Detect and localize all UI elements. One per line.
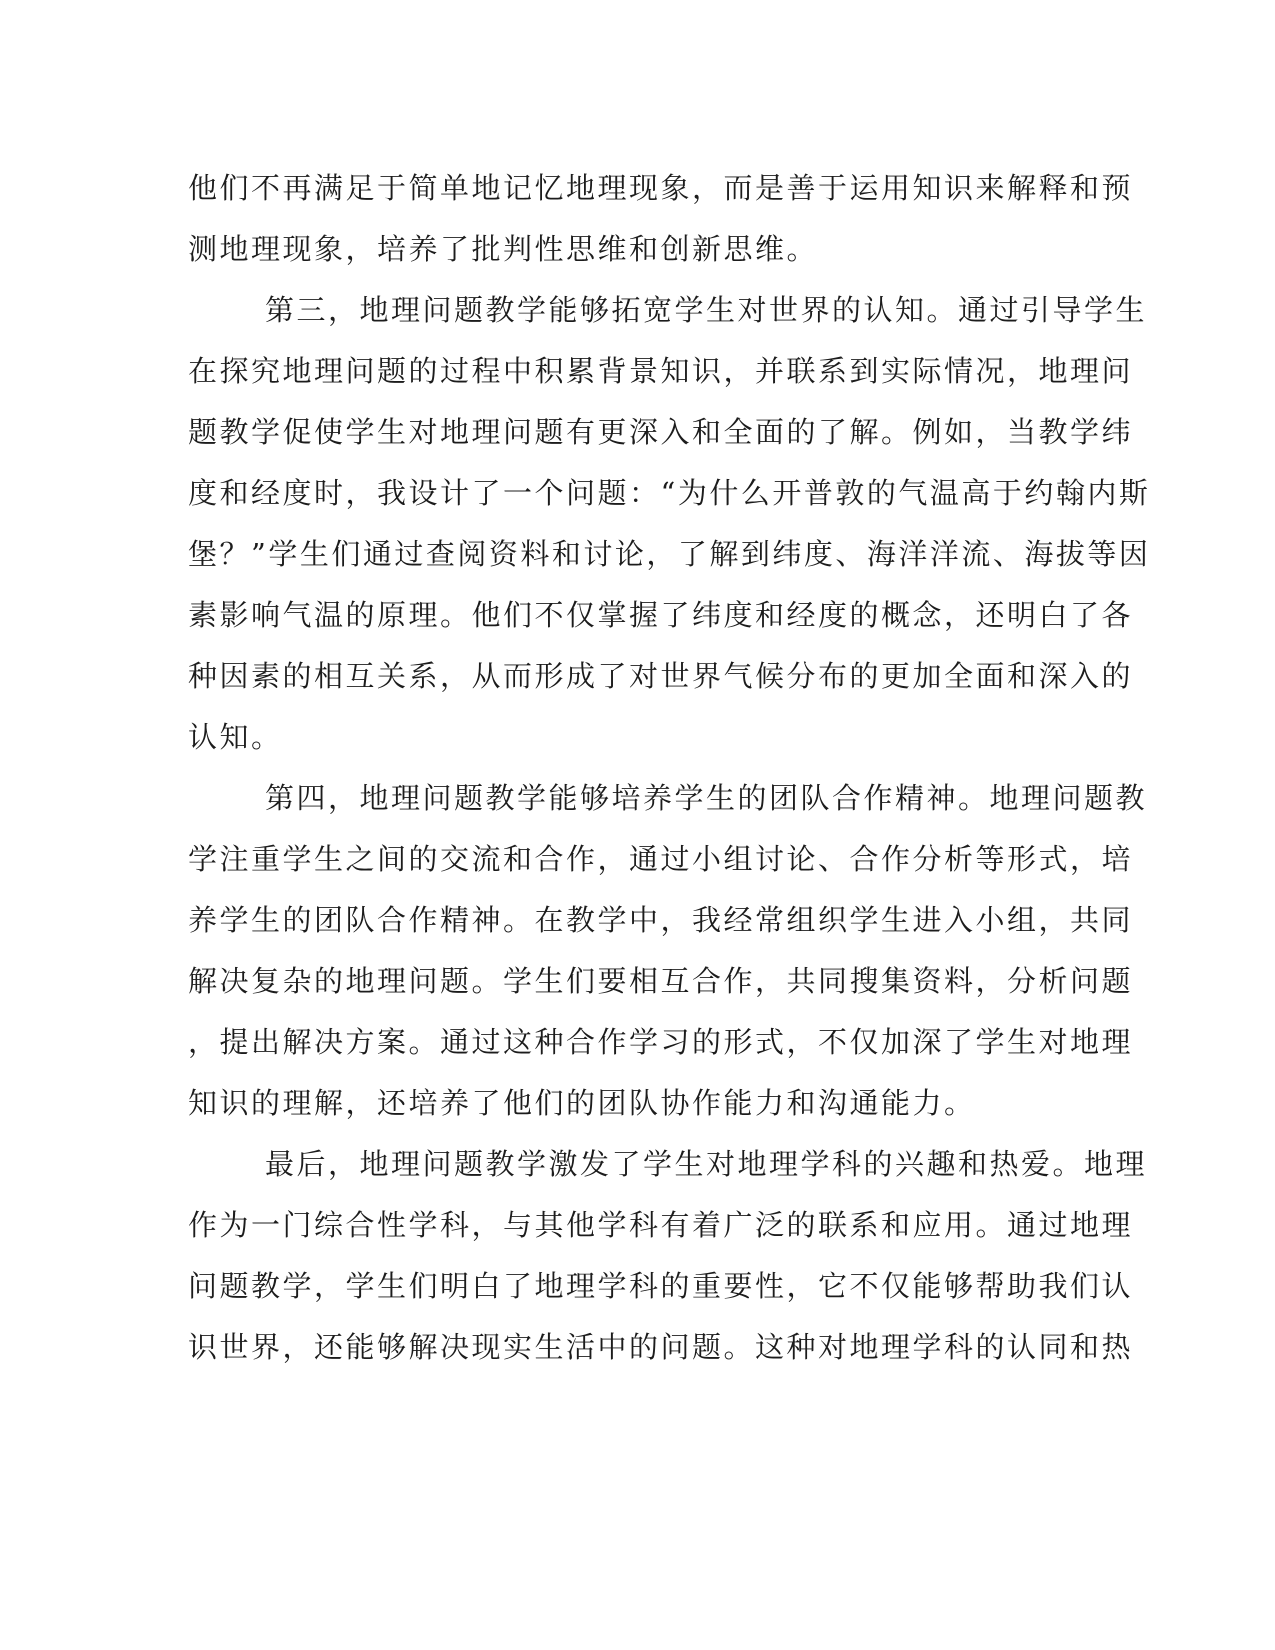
text-line: 度和经度时，我设计了一个问题：“为什么开普敦的气温高于约翰内斯 bbox=[188, 476, 1151, 510]
text-line: 认知。 bbox=[188, 720, 283, 754]
text-line: ，提出解决方案。通过这种合作学习的形式，不仅加深了学生对地理 bbox=[188, 1025, 1134, 1059]
text-line: 养学生的团队合作精神。在教学中，我经常组织学生进入小组，共同 bbox=[188, 903, 1134, 937]
text-line: 作为一门综合性学科，与其他学科有着广泛的联系和应用。通过地理 bbox=[188, 1208, 1134, 1242]
text-line: 第四，地理问题教学能够培养学生的团队合作精神。地理问题教 bbox=[265, 781, 1148, 815]
text-line: 素影响气温的原理。他们不仅掌握了纬度和经度的概念，还明白了各 bbox=[188, 598, 1134, 632]
paragraph-1 bbox=[188, 158, 1134, 280]
text-line: 最后，地理问题教学激发了学生对地理学科的兴趣和热爱。地理 bbox=[265, 1147, 1148, 1181]
text-line: 学注重学生之间的交流和合作，通过小组讨论、合作分析等形式，培 bbox=[188, 842, 1134, 876]
text-line: 测地理现象，培养了批判性思维和创新思维。 bbox=[188, 232, 819, 266]
paragraph-2 bbox=[188, 280, 1151, 768]
text-line: 题教学促使学生对地理问题有更深入和全面的了解。例如，当教学纬 bbox=[188, 415, 1134, 449]
text-line: 第三，地理问题教学能够拓宽学生对世界的认知。通过引导学生 bbox=[265, 293, 1148, 327]
body-text bbox=[188, 158, 1151, 1378]
text-line: 知识的理解，还培养了他们的团队协作能力和沟通能力。 bbox=[188, 1086, 976, 1120]
paragraph-3 bbox=[188, 768, 1148, 1134]
text-line: 识世界，还能够解决现实生活中的问题。这种对地理学科的认同和热 bbox=[188, 1330, 1134, 1364]
text-line: 问题教学，学生们明白了地理学科的重要性，它不仅能够帮助我们认 bbox=[188, 1269, 1134, 1303]
text-line: 他们不再满足于简单地记忆地理现象，而是善于运用知识来解释和预 bbox=[188, 171, 1134, 205]
text-line: 堡？”学生们通过查阅资料和讨论，了解到纬度、海洋洋流、海拔等因 bbox=[188, 537, 1151, 571]
text-line: 种因素的相互关系，从而形成了对世界气候分布的更加全面和深入的 bbox=[188, 659, 1134, 693]
text-line: 解决复杂的地理问题。学生们要相互合作，共同搜集资料，分析问题 bbox=[188, 964, 1134, 998]
paragraph-4 bbox=[188, 1134, 1148, 1378]
text-line: 在探究地理问题的过程中积累背景知识，并联系到实际情况，地理问 bbox=[188, 354, 1134, 388]
